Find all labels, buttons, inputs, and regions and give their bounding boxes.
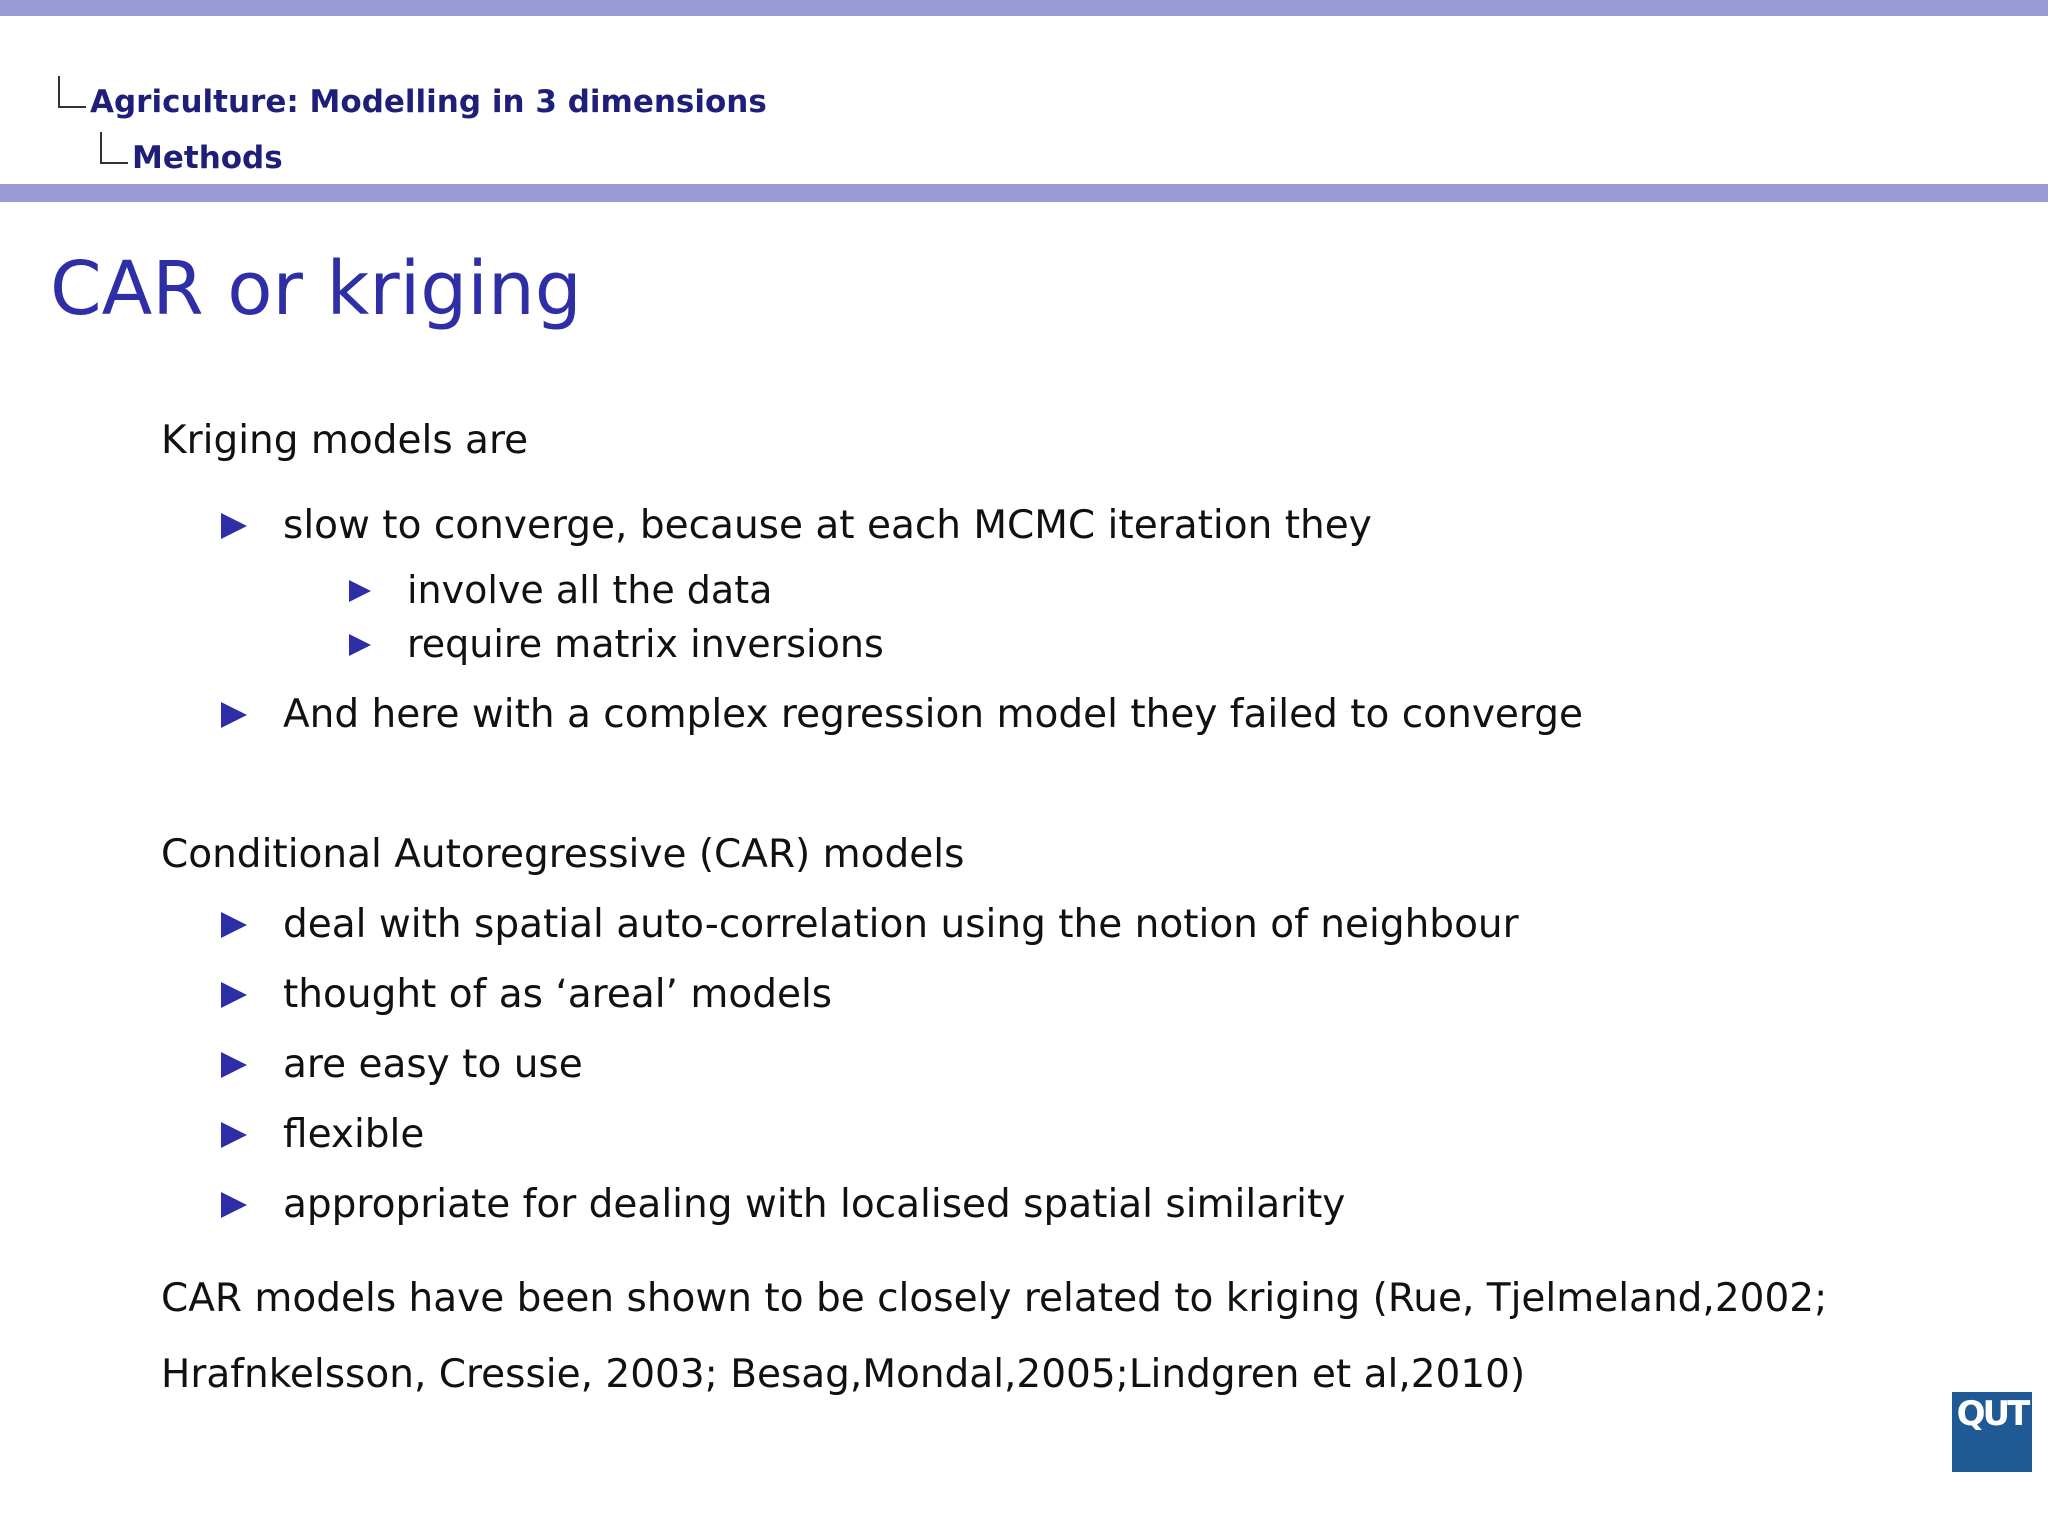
conclusion-line-1: CAR models have been shown to be closely related to kriging (Rue, Tjelmeland,2002; (161, 1276, 1828, 1321)
list-subitem (407, 622, 884, 666)
bullet-triangle-icon (221, 982, 247, 1008)
breadcrumb-subsection (100, 132, 283, 176)
list-item (283, 1042, 583, 1087)
bullet-triangle-icon (221, 912, 247, 938)
list-item-text: thought of as ‘areal’ models (283, 972, 833, 1017)
top-bar (0, 0, 2048, 16)
list-item-text: deal with spatial auto-correlation using the notion of neighbour (283, 902, 1519, 947)
list-item-text: flexible (283, 1112, 425, 1157)
slide-title: CAR or kriging (50, 246, 582, 332)
subsection-title: Methods (132, 140, 283, 176)
section-title: Agriculture: Modelling in 3 dimensions (90, 84, 767, 120)
list-item-text: appropriate for dealing with localised spatial similarity (283, 1182, 1346, 1227)
breadcrumb-section (58, 76, 767, 120)
tree-elbow-icon (100, 132, 128, 164)
list-item (283, 692, 1583, 737)
list-item-text: slow to converge, because at each MCMC iteration they (283, 503, 1372, 548)
bullet-triangle-icon (221, 1192, 247, 1218)
bullet-triangle-icon (221, 513, 247, 539)
list-item (283, 902, 1519, 947)
bullet-triangle-icon (221, 1122, 247, 1148)
list-item (283, 972, 832, 1017)
tree-elbow-icon (58, 76, 86, 108)
conclusion-line-2: Hrafnkelsson, Cressie, 2003; Besag,Mondal,2005;Lindgren et al,2010) (161, 1352, 1526, 1397)
list-item-text: And here with a complex regression model they failed to converge (283, 692, 1583, 737)
header-divider-bar (0, 184, 2048, 202)
list-subitem-text: involve all the data (407, 568, 773, 612)
qut-logo: QUT (1952, 1392, 2032, 1472)
bullet-triangle-icon (349, 580, 371, 602)
bullet-triangle-icon (221, 702, 247, 728)
list-item (283, 1112, 424, 1157)
list-item-text: are easy to use (283, 1042, 583, 1087)
bullet-triangle-icon (349, 634, 371, 656)
list-item (283, 1182, 1345, 1227)
kriging-intro: Kriging models are (161, 418, 529, 463)
car-intro: Conditional Autoregressive (CAR) models (161, 832, 965, 877)
list-subitem-text: require matrix inversions (407, 622, 884, 666)
list-item (283, 503, 1372, 548)
list-subitem (407, 568, 772, 612)
bullet-triangle-icon (221, 1052, 247, 1078)
